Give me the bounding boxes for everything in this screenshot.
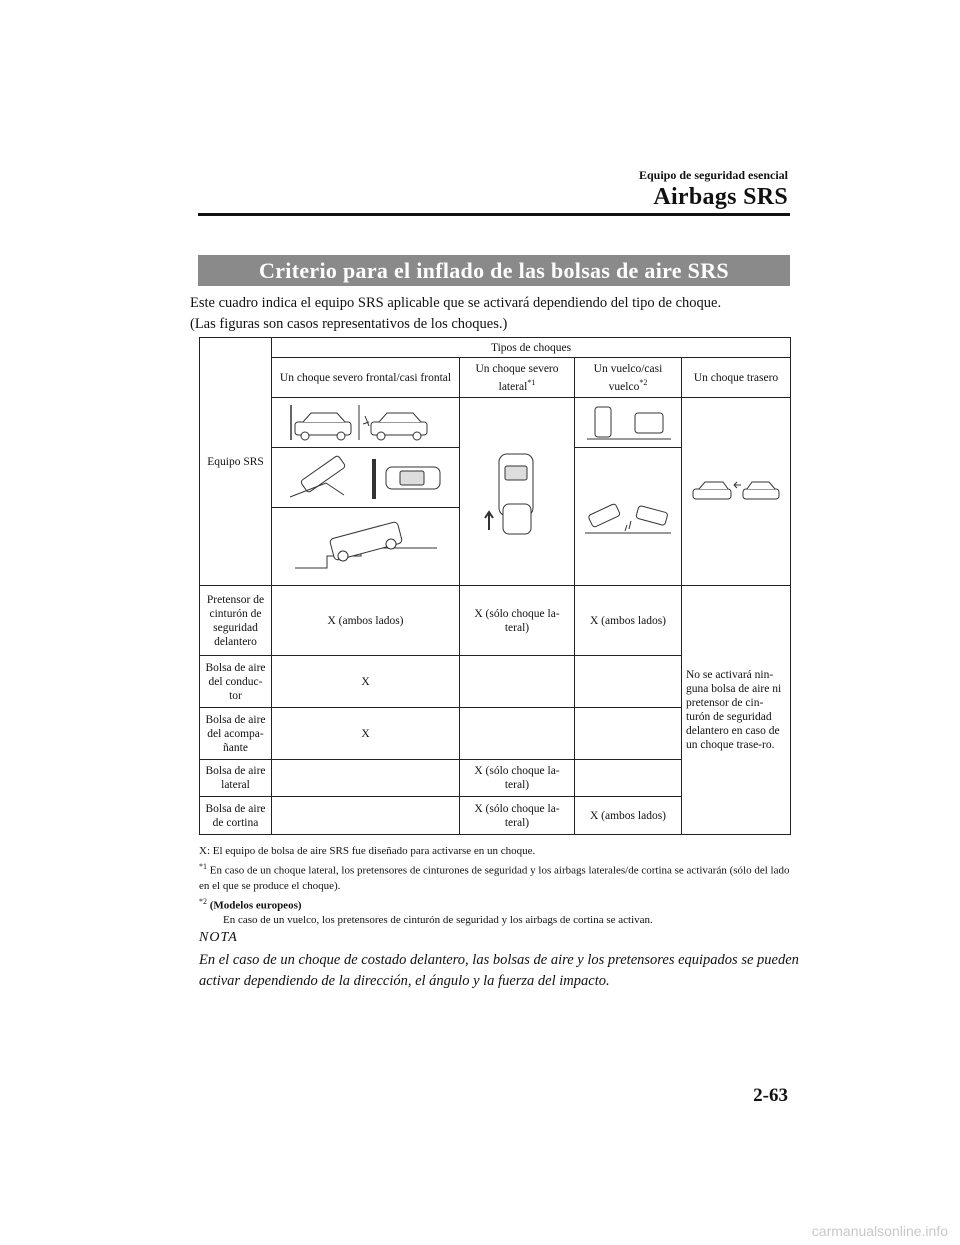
ditch-crash-image xyxy=(291,516,441,578)
cell-lateral-vuelco xyxy=(575,760,682,797)
cell-lateral-lateral: X (sólo choque la-teral) xyxy=(460,760,575,797)
footnotes xyxy=(199,844,799,928)
rollover-image-2 xyxy=(583,497,673,537)
airbag-criteria-table xyxy=(199,337,791,835)
header-rule xyxy=(198,213,790,216)
section-banner: Criterio para el inflado de las bolsas de aire SRS xyxy=(198,255,790,286)
footnote-1-text: En caso de un choque lateral, los pretensores de cinturones de seguridad y los airbags laterales/de cortina se activarán (sólo del lado en el que se produce el choque). xyxy=(199,864,790,892)
ditch-crash-illustration xyxy=(272,508,460,586)
row-header-equipo: Equipo SRS xyxy=(200,338,272,586)
cell-lateral-frontal xyxy=(272,760,460,797)
footnote-2-title: (Modelos europeos) xyxy=(209,899,302,912)
footnote-2-text: En caso de un vuelco, los pretensores de cinturón de seguridad y los airbags de cortina se activan. xyxy=(223,914,653,927)
footnote-mark-2: *2 xyxy=(639,377,648,387)
row-label-pretensor: Pretensor de cinturón de seguridad delantero xyxy=(200,586,272,656)
row-label-acompanante: Bolsa de aire del acompa-ñante xyxy=(200,708,272,760)
side-crash-illustration xyxy=(460,398,575,586)
col-header-trasero: Un choque trasero xyxy=(682,358,791,398)
rollover-illustration-2 xyxy=(575,448,682,586)
cell-pretensor-vuelco: X (ambos lados) xyxy=(575,586,682,656)
footnote-1-mark: *1 xyxy=(199,862,207,871)
col-header-vuelco-text: Un vuelco/casi vuelco xyxy=(593,362,663,393)
cell-conductor-lateral xyxy=(460,656,575,708)
row-label-conductor: Bolsa de aire del conduc-tor xyxy=(200,656,272,708)
cell-cortina-lateral: X (sólo choque la-teral) xyxy=(460,797,575,835)
cell-pretensor-frontal: X (ambos lados) xyxy=(272,586,460,656)
offset-crash-illustration xyxy=(272,448,460,508)
chapter-title: Airbags SRS xyxy=(653,184,788,210)
rollover-illustration-1 xyxy=(575,398,682,448)
x-note: X: El equipo de bolsa de aire SRS fue diseñado para activarse en un choque. xyxy=(199,845,536,857)
footnote-2-mark: *2 xyxy=(199,896,207,906)
rear-crash-image xyxy=(689,477,784,507)
rollover-image-1 xyxy=(583,403,673,443)
row-label-cortina: Bolsa de aire de cortina xyxy=(200,797,272,835)
nota-title: NOTA xyxy=(199,930,238,945)
cell-cortina-vuelco: X (ambos lados) xyxy=(575,797,682,835)
cell-acompanante-frontal: X xyxy=(272,708,460,760)
cell-conductor-vuelco xyxy=(575,656,682,708)
col-header-lateral xyxy=(460,358,575,398)
side-crash-image xyxy=(477,444,557,539)
cell-cortina-frontal xyxy=(272,797,460,835)
footnote-1 xyxy=(199,859,799,894)
watermark: carmanualsonline.info xyxy=(811,1223,948,1239)
rear-crash-illustration xyxy=(682,398,791,586)
rear-crash-note: No se activará nin-guna bolsa de aire ni pretensor de cin-turón de seguridad delantero en caso de un choque trase-ro. xyxy=(682,586,791,835)
frontal-crash-image xyxy=(283,402,448,444)
col-header-frontal: Un choque severo frontal/casi frontal xyxy=(272,358,460,398)
intro-line-2: (Las figuras son casos representativos de los choques.) xyxy=(190,316,508,332)
section-title: Equipo de seguridad esencial xyxy=(638,168,788,182)
footnote-mark-1: *1 xyxy=(527,377,536,387)
frontal-crash-illustration xyxy=(272,398,460,448)
offset-crash-image xyxy=(286,453,446,503)
page-number: 2-63 xyxy=(753,1085,788,1106)
intro-text xyxy=(190,293,790,335)
col-header-lateral-text: Un choque severo lateral xyxy=(475,362,559,393)
group-header-tipos: Tipos de choques xyxy=(272,338,791,358)
col-header-vuelco xyxy=(575,358,682,398)
nota-body: En el caso de un choque de costado delantero, las bolsas de aire y los pretensores equipados se pueden activar dependiendo de la dirección, el ángulo y la fuerza del impacto. xyxy=(199,952,799,989)
row-label-lateral: Bolsa de aire lateral xyxy=(200,760,272,797)
cell-acompanante-vuelco xyxy=(575,708,682,760)
intro-line-1: Este cuadro indica el equipo SRS aplicable que se activará dependiendo del tipo de choque. xyxy=(190,295,722,311)
cell-pretensor-lateral: X (sólo choque la-teral) xyxy=(460,586,575,656)
cell-acompanante-lateral xyxy=(460,708,575,760)
footnote-2-title-line xyxy=(199,894,799,914)
cell-conductor-frontal: X xyxy=(272,656,460,708)
